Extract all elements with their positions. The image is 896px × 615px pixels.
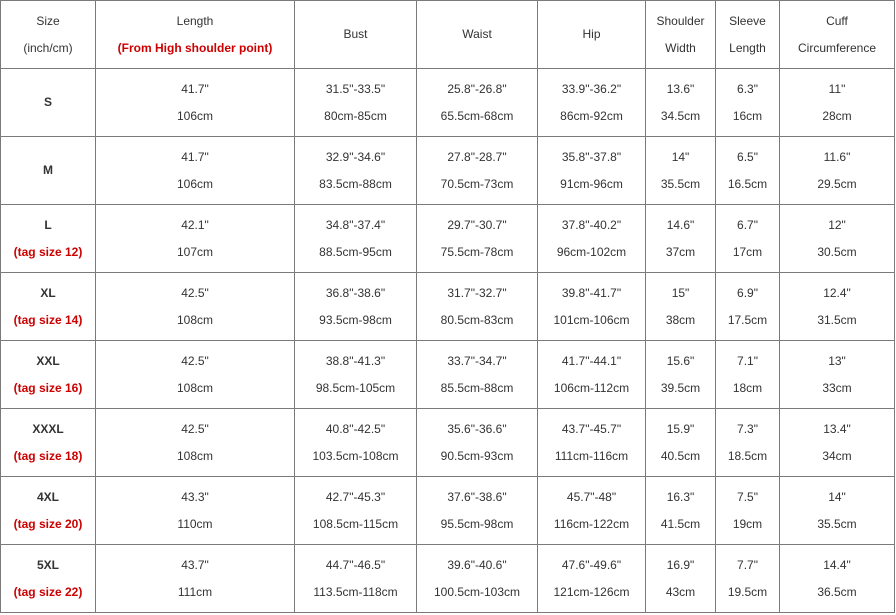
- tag-size-label: (tag size 18): [13, 448, 83, 463]
- tag-size-label: (tag size 20): [13, 516, 83, 531]
- shoulder-inch: 13.6": [666, 81, 695, 96]
- cuff-inch: 11": [828, 81, 846, 96]
- waist-inch: 37.6"-38.6": [447, 489, 507, 504]
- header-cuff-circumference: Cuff Circumference: [780, 1, 895, 69]
- shoulder-inch: 15.9": [666, 421, 695, 436]
- sleeve-cm: 18cm: [732, 380, 763, 395]
- shoulder-width-cell: [646, 545, 716, 613]
- cuff-cm: 36.5cm: [817, 584, 857, 599]
- shoulder-width-cell: [646, 137, 716, 205]
- shoulder-inch: 16.3": [666, 489, 695, 504]
- shoulder-inch: 14": [671, 149, 690, 164]
- sleeve-length-cell: [716, 545, 780, 613]
- size-cell: [1, 205, 96, 273]
- header-length: Length (From High shoulder point): [96, 1, 295, 69]
- table-row-m: [1, 137, 895, 205]
- bust-cell: [295, 273, 417, 341]
- waist-inch: 35.6"-36.6": [447, 421, 507, 436]
- sleeve-inch: 7.3": [737, 421, 758, 436]
- shoulder-inch: 14.6": [666, 217, 695, 232]
- size-label: XXL: [36, 353, 60, 368]
- waist-cell: [417, 205, 538, 273]
- cuff-inch: 12": [828, 217, 846, 232]
- cuff-circumference-cell: [780, 273, 895, 341]
- header-sleeve-length: Sleeve Length: [716, 1, 780, 69]
- cuff-circumference-cell: [780, 137, 895, 205]
- sleeve-length-cell: [716, 477, 780, 545]
- bust-cm: 93.5cm-98cm: [319, 312, 392, 327]
- size-cell: [1, 137, 96, 205]
- cuff-inch: 12.4": [823, 285, 851, 300]
- length-cell: [96, 409, 295, 477]
- hip-cell: [538, 409, 646, 477]
- cuff-inch: 14": [828, 489, 846, 504]
- sleeve-cm: 17.5cm: [727, 312, 768, 327]
- bust-inch: 34.8"-37.4": [325, 217, 386, 232]
- waist-cell: [417, 409, 538, 477]
- sleeve-length-cell: [716, 205, 780, 273]
- sleeve-cm: 16cm: [732, 108, 763, 123]
- size-chart-body: [1, 69, 895, 613]
- cuff-circumference-cell: [780, 341, 895, 409]
- length-inch: 41.7": [181, 81, 209, 96]
- size-label: M: [43, 163, 53, 177]
- bust-cm: 103.5cm-108cm: [312, 448, 399, 463]
- waist-inch: 29.7"-30.7": [447, 217, 507, 232]
- cuff-cm: 30.5cm: [817, 244, 857, 259]
- header-shoulder-width: Shoulder Width: [646, 1, 716, 69]
- tag-size-label: (tag size 16): [13, 380, 83, 395]
- bust-cell: [295, 477, 417, 545]
- size-label: L: [44, 217, 52, 232]
- bust-inch: 44.7"-46.5": [325, 557, 386, 572]
- size-label: 4XL: [36, 489, 59, 504]
- cuff-circumference-cell: [780, 205, 895, 273]
- length-cm: 108cm: [176, 312, 214, 327]
- table-row-5xl: [1, 545, 895, 613]
- bust-cm: 113.5cm-118cm: [313, 584, 398, 599]
- waist-cell: [417, 545, 538, 613]
- table-row-l: [1, 205, 895, 273]
- waist-cm: 85.5cm-88cm: [440, 380, 514, 395]
- hip-cm: 116cm-122cm: [553, 516, 630, 531]
- shoulder-inch: 15.6": [666, 353, 695, 368]
- bust-cell: [295, 341, 417, 409]
- sleeve-length-cell: [716, 137, 780, 205]
- cuff-cm: 28cm: [822, 108, 852, 123]
- waist-cell: [417, 69, 538, 137]
- bust-cm: 88.5cm-95cm: [319, 244, 392, 259]
- size-label: 5XL: [36, 557, 59, 572]
- size-label: S: [43, 95, 52, 109]
- waist-inch: 27.8"-28.7": [447, 149, 507, 164]
- length-cm: 107cm: [176, 244, 214, 259]
- hip-inch: 43.7"-45.7": [561, 421, 622, 436]
- size-label: XL: [40, 285, 56, 300]
- hip-cell: [538, 69, 646, 137]
- cuff-circumference-cell: [780, 477, 895, 545]
- waist-cm: 100.5cm-103cm: [433, 584, 521, 599]
- cuff-circumference-cell: [780, 69, 895, 137]
- cuff-cm: 33cm: [822, 380, 852, 395]
- waist-inch: 31.7"-32.7": [447, 285, 507, 300]
- waist-cm: 65.5cm-68cm: [440, 108, 514, 123]
- table-row-4xl: [1, 477, 895, 545]
- cuff-inch: 13.4": [823, 421, 851, 436]
- shoulder-inch: 16.9": [666, 557, 695, 572]
- hip-cell: [538, 273, 646, 341]
- length-cell: [96, 273, 295, 341]
- table-row-xl: [1, 273, 895, 341]
- header-size: Size (inch/cm): [1, 1, 96, 69]
- header-waist: Waist: [417, 1, 538, 69]
- sleeve-length-cell: [716, 273, 780, 341]
- length-inch: 42.1": [181, 217, 209, 232]
- hip-cm: 106cm-112cm: [553, 380, 630, 395]
- length-inch: 42.5": [181, 285, 209, 300]
- bust-inch: 31.5"-33.5": [325, 81, 386, 96]
- length-cm: 108cm: [176, 448, 214, 463]
- sleeve-inch: 7.7": [737, 557, 758, 572]
- length-cm: 106cm: [176, 176, 214, 191]
- bust-cell: [295, 409, 417, 477]
- length-cm: 110cm: [177, 516, 213, 531]
- cuff-cm: 29.5cm: [817, 176, 857, 191]
- hip-inch: 33.9"-36.2": [561, 81, 622, 96]
- cuff-inch: 14.4": [823, 557, 851, 572]
- hip-inch: 39.8"-41.7": [561, 285, 622, 300]
- size-cell: [1, 341, 96, 409]
- bust-cm: 108.5cm-115cm: [312, 516, 399, 531]
- size-label: XXXL: [32, 421, 64, 436]
- sleeve-inch: 6.5": [737, 149, 758, 164]
- sleeve-cm: 19.5cm: [727, 584, 768, 599]
- waist-cell: [417, 137, 538, 205]
- bust-cm: 80cm-85cm: [324, 108, 387, 123]
- hip-cm: 121cm-126cm: [553, 584, 630, 599]
- waist-cm: 70.5cm-73cm: [440, 176, 514, 191]
- sleeve-length-cell: [716, 409, 780, 477]
- header-length-note: (From High shoulder point): [117, 40, 273, 55]
- hip-cm: 91cm-96cm: [560, 176, 623, 191]
- sleeve-inch: 6.9": [737, 285, 758, 300]
- shoulder-cm: 37cm: [665, 244, 696, 259]
- length-cell: [96, 545, 295, 613]
- bust-cm: 98.5cm-105cm: [315, 380, 396, 395]
- tag-size-label: (tag size 22): [13, 584, 83, 599]
- bust-inch: 38.8"-41.3": [325, 353, 386, 368]
- length-inch: 42.5": [181, 353, 209, 368]
- waist-inch: 39.6"-40.6": [447, 557, 507, 572]
- bust-cm: 83.5cm-88cm: [319, 176, 392, 191]
- bust-cell: [295, 205, 417, 273]
- length-cell: [96, 137, 295, 205]
- hip-inch: 47.6"-49.6": [561, 557, 622, 572]
- shoulder-cm: 34.5cm: [660, 108, 701, 123]
- cuff-circumference-cell: [780, 545, 895, 613]
- length-cell: [96, 69, 295, 137]
- hip-cm: 111cm-116cm: [554, 448, 629, 463]
- hip-cm: 96cm-102cm: [556, 244, 627, 259]
- hip-cm: 86cm-92cm: [560, 108, 623, 123]
- sleeve-inch: 6.7": [737, 217, 758, 232]
- bust-cell: [295, 69, 417, 137]
- sleeve-inch: 6.3": [737, 81, 758, 96]
- size-cell: [1, 477, 96, 545]
- length-inch: 42.5": [181, 421, 209, 436]
- sleeve-cm: 18.5cm: [727, 448, 768, 463]
- shoulder-cm: 35.5cm: [660, 176, 701, 191]
- table-row-s: [1, 69, 895, 137]
- hip-cm: 101cm-106cm: [553, 312, 630, 327]
- size-cell: [1, 545, 96, 613]
- waist-cm: 75.5cm-78cm: [440, 244, 514, 259]
- waist-cell: [417, 273, 538, 341]
- length-inch: 41.7": [181, 149, 209, 164]
- sleeve-length-cell: [716, 341, 780, 409]
- length-cell: [96, 341, 295, 409]
- shoulder-cm: 40.5cm: [660, 448, 701, 463]
- shoulder-cm: 41.5cm: [660, 516, 701, 531]
- waist-cm: 95.5cm-98cm: [440, 516, 514, 531]
- length-cm: 106cm: [176, 108, 214, 123]
- sleeve-inch: 7.5": [737, 489, 758, 504]
- cuff-cm: 34cm: [822, 448, 852, 463]
- length-cm: 108cm: [176, 380, 214, 395]
- size-cell: [1, 409, 96, 477]
- header-row: [1, 1, 895, 69]
- shoulder-width-cell: [646, 273, 716, 341]
- bust-inch: 36.8"-38.6": [325, 285, 386, 300]
- waist-inch: 25.8"-26.8": [447, 81, 507, 96]
- cuff-cm: 35.5cm: [817, 516, 857, 531]
- hip-cell: [538, 477, 646, 545]
- bust-cell: [295, 545, 417, 613]
- shoulder-width-cell: [646, 409, 716, 477]
- waist-cell: [417, 477, 538, 545]
- hip-inch: 45.7"-48": [566, 489, 617, 504]
- shoulder-width-cell: [646, 341, 716, 409]
- hip-inch: 35.8"-37.8": [561, 149, 622, 164]
- hip-cell: [538, 545, 646, 613]
- hip-cell: [538, 137, 646, 205]
- cuff-cm: 31.5cm: [817, 312, 857, 327]
- bust-cell: [295, 137, 417, 205]
- shoulder-width-cell: [646, 205, 716, 273]
- shoulder-inch: 15": [671, 285, 690, 300]
- hip-cell: [538, 205, 646, 273]
- bust-inch: 42.7"-45.3": [325, 489, 386, 504]
- length-cell: [96, 205, 295, 273]
- sleeve-cm: 17cm: [732, 244, 763, 259]
- sleeve-cm: 19cm: [732, 516, 763, 531]
- length-inch: 43.7": [181, 557, 209, 572]
- tag-size-label: (tag size 14): [13, 312, 83, 327]
- cuff-inch: 11.6": [823, 149, 851, 164]
- length-cm: 111cm: [177, 584, 213, 599]
- size-cell: [1, 69, 96, 137]
- bust-inch: 40.8"-42.5": [325, 421, 386, 436]
- shoulder-cm: 39.5cm: [660, 380, 701, 395]
- length-inch: 43.3": [181, 489, 209, 504]
- length-cell: [96, 477, 295, 545]
- waist-inch: 33.7"-34.7": [447, 353, 507, 368]
- shoulder-cm: 38cm: [665, 312, 696, 327]
- header-hip: Hip: [538, 1, 646, 69]
- bust-inch: 32.9"-34.6": [325, 149, 386, 164]
- sleeve-cm: 16.5cm: [727, 176, 768, 191]
- table-row-xxxl: [1, 409, 895, 477]
- shoulder-width-cell: [646, 477, 716, 545]
- hip-cell: [538, 341, 646, 409]
- sleeve-inch: 7.1": [737, 353, 758, 368]
- header-bust: Bust: [295, 1, 417, 69]
- waist-cell: [417, 341, 538, 409]
- hip-inch: 41.7"-44.1": [561, 353, 622, 368]
- shoulder-width-cell: [646, 69, 716, 137]
- cuff-inch: 13": [828, 353, 846, 368]
- cuff-circumference-cell: [780, 409, 895, 477]
- size-cell: [1, 273, 96, 341]
- hip-inch: 37.8"-40.2": [561, 217, 622, 232]
- tag-size-label: (tag size 12): [13, 244, 83, 259]
- sleeve-length-cell: [716, 69, 780, 137]
- shoulder-cm: 43cm: [665, 584, 696, 599]
- waist-cm: 80.5cm-83cm: [440, 312, 514, 327]
- table-row-xxl: [1, 341, 895, 409]
- waist-cm: 90.5cm-93cm: [440, 448, 514, 463]
